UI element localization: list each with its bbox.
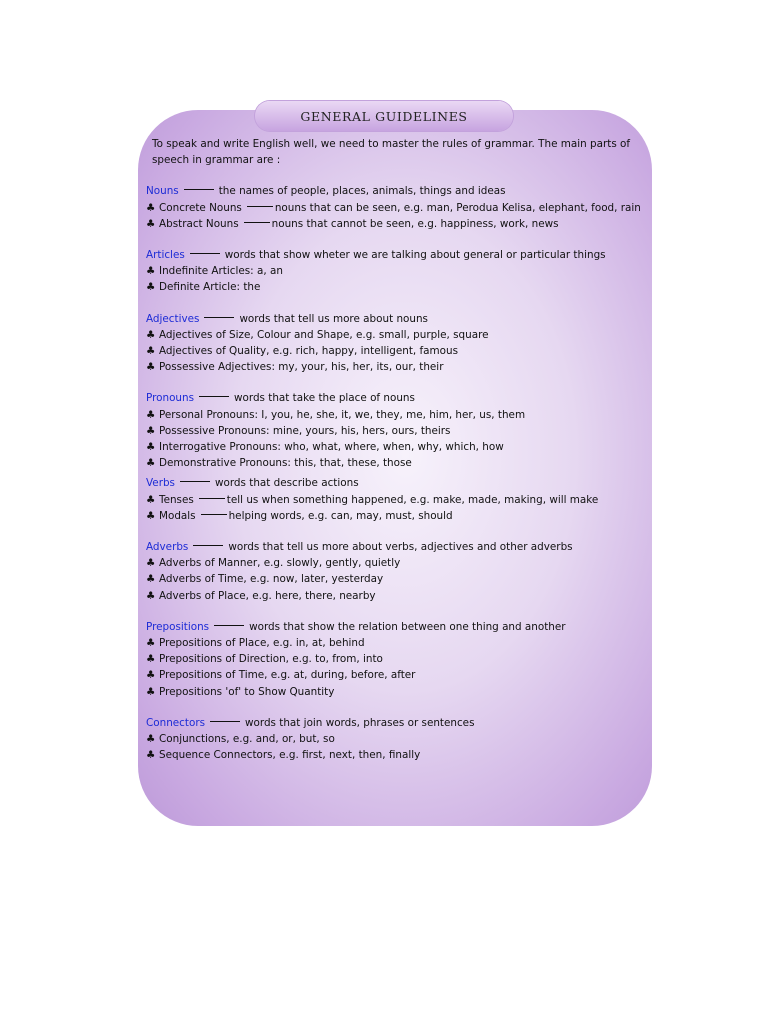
item-text: helping words, e.g. can, may, must, should xyxy=(228,509,453,522)
item-label: Abstract Nouns xyxy=(159,217,239,230)
section-heading xyxy=(146,715,646,731)
list-item xyxy=(146,731,646,747)
list-item xyxy=(146,635,646,651)
dash-line xyxy=(180,481,210,482)
club-bullet-icon: ♣ xyxy=(146,345,156,358)
club-bullet-icon: ♣ xyxy=(146,201,156,214)
list-item xyxy=(146,508,646,524)
club-bullet-icon: ♣ xyxy=(146,441,156,454)
list-item xyxy=(146,407,646,423)
dash-line xyxy=(201,514,227,515)
section-definition: words that tell us more about verbs, adjectives and other adverbs xyxy=(228,541,573,554)
parts-of-speech-list xyxy=(146,183,646,763)
section-heading xyxy=(146,475,646,491)
item-text: Possessive Adjectives: my, your, his, her, its, our, their xyxy=(159,361,444,374)
item-text: Indefinite Articles: a, an xyxy=(159,265,283,278)
section-pronouns xyxy=(146,390,646,471)
page-title: GENERAL GUIDELINES xyxy=(300,108,468,124)
section-term: Verbs xyxy=(146,477,175,490)
item-text: Adverbs of Place, e.g. here, there, nearby xyxy=(159,589,376,602)
title-banner xyxy=(255,101,513,131)
club-bullet-icon: ♣ xyxy=(146,669,156,682)
section-heading xyxy=(146,183,646,199)
section-term: Connectors xyxy=(146,716,206,729)
club-bullet-icon: ♣ xyxy=(146,589,156,602)
dash-line xyxy=(199,396,229,397)
section-definition: words that show wheter we are talking about general or particular things xyxy=(224,249,606,262)
section-term: Nouns xyxy=(146,185,179,198)
item-text: Prepositions of Place, e.g. in, at, behind xyxy=(159,637,365,650)
section-verbs xyxy=(146,475,646,524)
list-item xyxy=(146,747,646,763)
list-item xyxy=(146,667,646,683)
section-term: Articles xyxy=(146,249,185,262)
intro-text: To speak and write English well, we need to master the rules of grammar. The main parts of speech in grammar are : xyxy=(152,138,631,167)
list-item xyxy=(146,263,646,279)
section-definition: words that describe actions xyxy=(214,477,359,490)
section-definition: the names of people, places, animals, things and ideas xyxy=(218,185,506,198)
club-bullet-icon: ♣ xyxy=(146,653,156,666)
list-item xyxy=(146,651,646,667)
guidelines-content xyxy=(146,136,646,764)
club-bullet-icon: ♣ xyxy=(146,408,156,421)
list-item xyxy=(146,279,646,295)
item-text: Prepositions of Direction, e.g. to, from, into xyxy=(159,653,383,666)
list-item xyxy=(146,359,646,375)
club-bullet-icon: ♣ xyxy=(146,509,156,522)
item-text: Possessive Pronouns: mine, yours, his, hers, ours, theirs xyxy=(159,424,451,437)
item-text: Adverbs of Manner, e.g. slowly, gently, quietly xyxy=(159,557,401,570)
dash-line xyxy=(247,206,273,207)
item-text: Sequence Connectors, e.g. first, next, then, finally xyxy=(159,749,421,762)
section-term: Pronouns xyxy=(146,392,195,405)
dash-line xyxy=(199,498,225,499)
club-bullet-icon: ♣ xyxy=(146,685,156,698)
club-bullet-icon: ♣ xyxy=(146,217,156,230)
section-nouns xyxy=(146,183,646,232)
dash-line xyxy=(204,317,234,318)
dash-line xyxy=(214,625,244,626)
item-text: Interrogative Pronouns: who, what, where, when, why, which, how xyxy=(159,441,504,454)
section-definition: words that take the place of nouns xyxy=(234,392,415,405)
list-item xyxy=(146,327,646,343)
list-item xyxy=(146,571,646,587)
section-heading xyxy=(146,311,646,327)
item-label: Modals xyxy=(159,509,196,522)
dash-line xyxy=(184,189,214,190)
item-text: nouns that cannot be seen, e.g. happiness, work, news xyxy=(271,217,559,230)
section-articles xyxy=(146,247,646,296)
list-item xyxy=(146,423,646,439)
item-text: Prepositions of Time, e.g. at, during, before, after xyxy=(159,669,416,682)
section-heading xyxy=(146,619,646,635)
club-bullet-icon: ♣ xyxy=(146,328,156,341)
item-text: tell us when something happened, e.g. make, made, making, will make xyxy=(226,493,599,506)
section-prepositions xyxy=(146,619,646,700)
item-text: Definite Article: the xyxy=(159,281,261,294)
club-bullet-icon: ♣ xyxy=(146,457,156,470)
list-item xyxy=(146,455,646,471)
club-bullet-icon: ♣ xyxy=(146,573,156,586)
section-heading xyxy=(146,539,646,555)
item-text: Adjectives of Size, Colour and Shape, e.g. small, purple, square xyxy=(159,328,489,341)
club-bullet-icon: ♣ xyxy=(146,493,156,506)
section-definition: words that join words, phrases or sentences xyxy=(245,716,475,729)
list-item xyxy=(146,439,646,455)
dash-line xyxy=(193,545,223,546)
item-text: Personal Pronouns: I, you, he, she, it, we, they, me, him, her, us, them xyxy=(159,408,526,421)
club-bullet-icon: ♣ xyxy=(146,749,156,762)
list-item xyxy=(146,492,646,508)
item-text: nouns that can be seen, e.g. man, Perodua Kelisa, elephant, food, rain xyxy=(274,201,641,214)
club-bullet-icon: ♣ xyxy=(146,637,156,650)
section-adjectives xyxy=(146,311,646,376)
item-label: Concrete Nouns xyxy=(159,201,242,214)
list-item xyxy=(146,343,646,359)
section-term: Adjectives xyxy=(146,312,200,325)
item-text: Conjunctions, e.g. and, or, but, so xyxy=(159,733,335,746)
item-text: Demonstrative Pronouns: this, that, these, those xyxy=(159,457,412,470)
list-item xyxy=(146,555,646,571)
dash-line xyxy=(210,721,240,722)
list-item xyxy=(146,200,646,216)
list-item xyxy=(146,588,646,604)
section-term: Prepositions xyxy=(146,620,210,633)
section-term: Adverbs xyxy=(146,541,189,554)
club-bullet-icon: ♣ xyxy=(146,424,156,437)
club-bullet-icon: ♣ xyxy=(146,265,156,278)
dash-line xyxy=(244,222,270,223)
section-connectors xyxy=(146,715,646,764)
club-bullet-icon: ♣ xyxy=(146,557,156,570)
section-heading xyxy=(146,247,646,263)
list-item xyxy=(146,216,646,232)
club-bullet-icon: ♣ xyxy=(146,361,156,374)
section-heading xyxy=(146,390,646,406)
item-text: Adjectives of Quality, e.g. rich, happy, intelligent, famous xyxy=(159,345,458,358)
dash-line xyxy=(190,253,220,254)
club-bullet-icon: ♣ xyxy=(146,733,156,746)
list-item xyxy=(146,684,646,700)
item-label: Tenses xyxy=(159,493,194,506)
item-text: Prepositions 'of' to Show Quantity xyxy=(159,685,335,698)
section-definition: words that show the relation between one thing and another xyxy=(249,620,566,633)
section-adverbs xyxy=(146,539,646,604)
club-bullet-icon: ♣ xyxy=(146,281,156,294)
section-definition: words that tell us more about nouns xyxy=(239,312,428,325)
item-text: Adverbs of Time, e.g. now, later, yesterday xyxy=(159,573,384,586)
